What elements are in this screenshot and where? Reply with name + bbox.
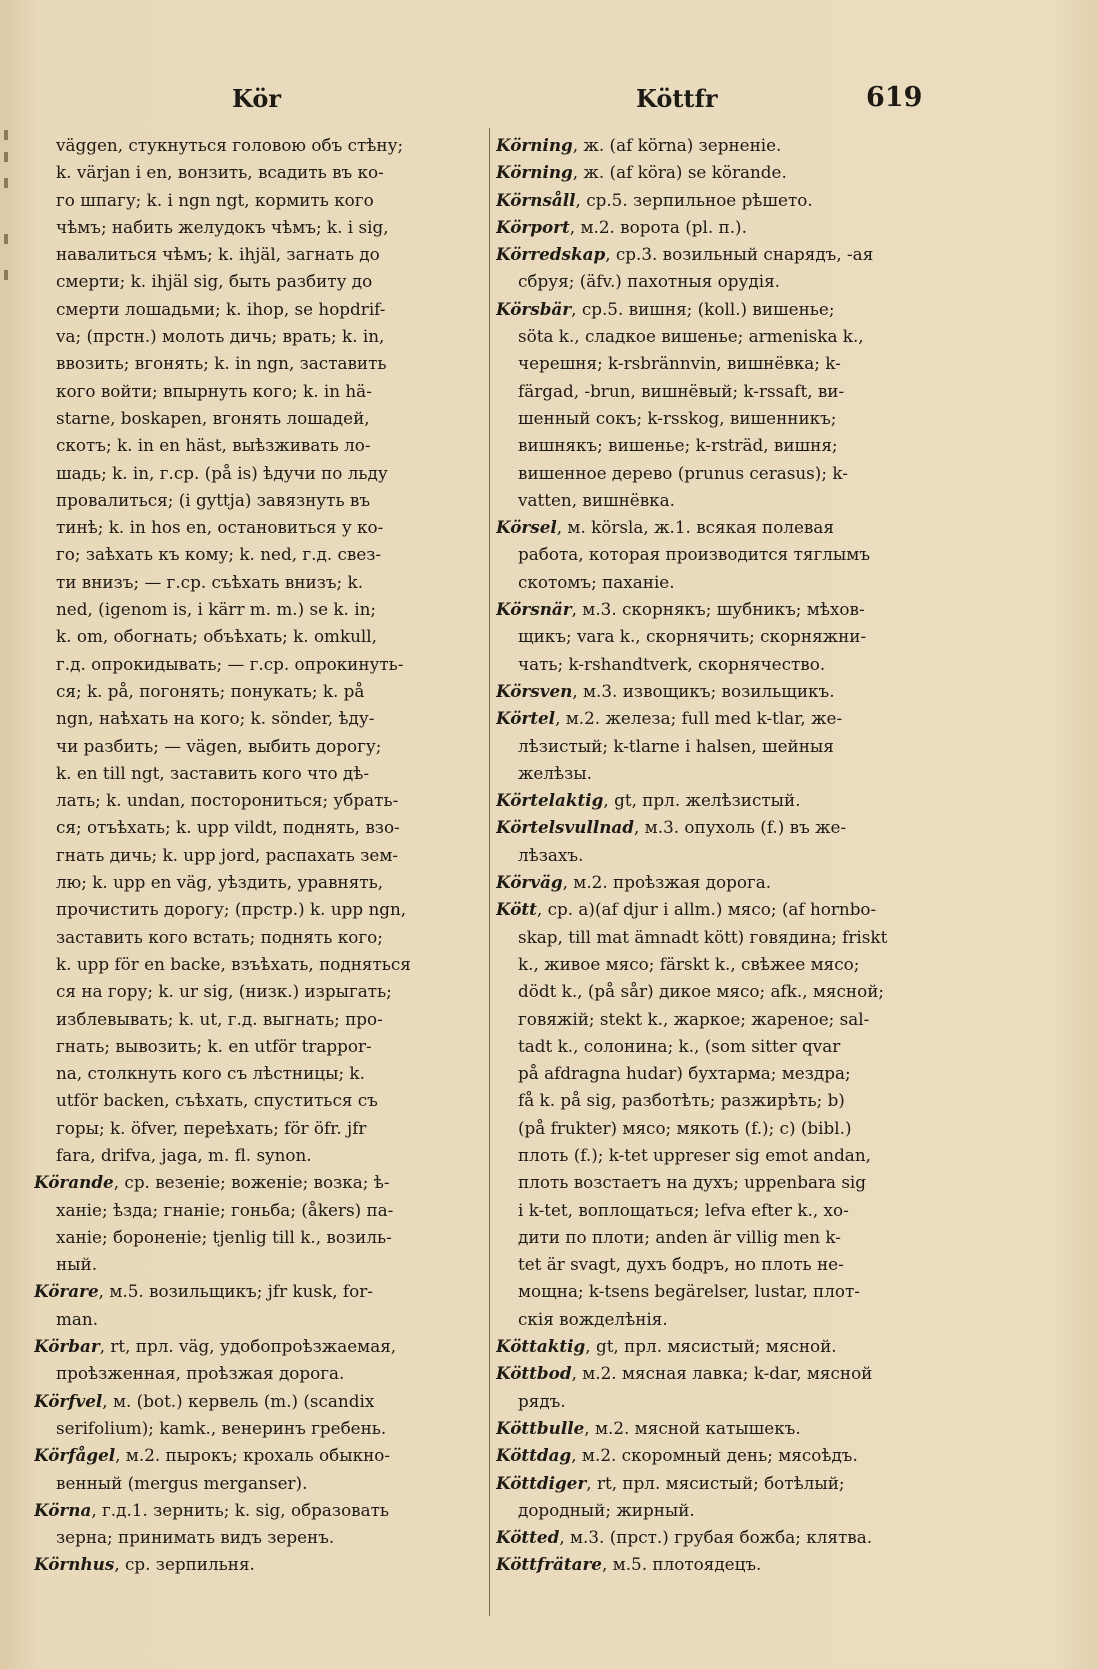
entry-headword-line: Körnhus, ср. зерпильня. [34,1554,255,1575]
entry-line: вишнякъ; вишенье; k-rsträd, вишня; [518,435,838,456]
entry-line: работа, которая производится тяглымъ [518,544,871,565]
entry-line: шадь; k. in, г.ср. (på is) ѣдучи по льду [56,462,388,483]
headword: Körtelsvullnad [496,817,635,838]
entry-line: ти внизъ; — г.ср. съѣхать внизъ; k. [56,571,364,592]
entry-line: рядъ. [518,1390,566,1411]
entry-line: провалиться; (i gyttja) завязнуть въ [56,489,371,510]
headword: Körning [496,162,573,183]
headword: Körfågel [34,1445,116,1466]
entry-line: дородный; жирный. [518,1499,695,1520]
entry-headword-line: Körning, ж. (af köra) se körande. [496,162,787,183]
entry-line: сбруя; (äfv.) пахотныя орудія. [518,271,781,292]
header-right-guideword: Köttfr [636,84,718,113]
left-column [34,132,486,1632]
entry-line: söta k., сладкое вишенье; armeniska k., [518,326,864,347]
headword: Körnsåll [496,189,576,210]
entry-line: dödt k., (på sår) дикое мясо; afk., мясной; [518,981,885,1002]
headword: Köttaktig [496,1336,586,1357]
entry-line: på afdragna hudar) бухтарма; мездра; [518,1063,851,1084]
entry-headword-line: Körtel, м.2. железа; full med k-tlar, же- [496,708,843,729]
headword: Körare [34,1281,99,1302]
entry-line: скія вожделѣнія. [518,1308,668,1329]
entry-headword-line: Körsven, м.3. извощикъ; возильщикъ. [496,680,835,701]
entry-line: скотъ; k. in en häst, выѣзживать ло- [56,435,371,456]
entry-line: прочистить дорогу; (прстр.) k. upp ngn, [56,899,407,920]
headword: Körsven [496,680,573,701]
entry-line: tadt k., солонина; k., (som sitter qvar [518,1035,841,1056]
entry-headword-line: Köttbulle, м.2. мясной катышекъ. [496,1417,801,1438]
entry-headword-line: Kött, ср. a)(af djur i allm.) мясо; (af hornbo- [496,899,877,920]
entry-line: навалиться чѣмъ; k. ihjäl, загнать до [56,244,380,265]
entry-line: лать; k. undan, посторониться; убрать- [56,790,399,811]
column-divider [489,128,490,1616]
margin-mark [4,270,8,280]
headword: Köttbulle [496,1417,585,1438]
entry-line: чи разбить; — vägen, выбить дорогу; [56,735,382,756]
headword: Köttfrätare [496,1554,602,1575]
entry-line: вишенное дерево (prunus cerasus); k- [518,462,848,483]
entry-line: ный. [56,1254,98,1275]
entry-headword-line: Köttaktig, gt, прл. мясистый; мясной. [496,1336,837,1357]
entry-line: skap, till mat ämnadt kött) говядина; friskt [518,926,888,947]
entry-headword-line: Köttfrätare, м.5. плотоядецъ. [496,1554,762,1575]
headword: Körtel [496,708,556,729]
entry-headword-line: Köttdag, м.2. скоромный день; мясоѣдъ. [496,1445,858,1466]
entry-line: va; (прстн.) молоть дичь; врать; k. in, [56,326,385,347]
entry-line: дити по плоти; anden är villig men k- [518,1226,841,1247]
headword: Kötted [496,1527,560,1548]
entry-line: ся; отъѣхать; k. upp vildt, поднять, взо- [56,817,400,838]
entry-line: смерти лошадьми; k. ihop, se hopdrif- [56,298,386,319]
entry-headword-line: Körredskap, ср.3. возильный снарядъ, -ая [496,244,874,265]
margin-mark [4,178,8,188]
entry-line: плоть возстаетъ на духъ; uppenbara sig [518,1172,867,1193]
entry-line: смерти; k. ihjäl sig, быть разбиту до [56,271,373,292]
entry-line: черешня; k-rsbrännvin, вишнёвка; k- [518,353,841,374]
entry-line: starne, boskapen, вгонять лошадей, [56,407,370,428]
headword: Körredskap [496,244,606,265]
entry-line: k. en till ngt, заставить кого что дѣ- [56,762,370,783]
margin-mark [4,130,8,140]
entry-line: i k-tet, воплощаться; lefva efter k., хо- [518,1199,849,1220]
headword: Körtelaktig [496,790,604,811]
entry-line: проѣзженная, проѣзжая дорога. [56,1363,345,1384]
entry-line: man. [56,1308,99,1329]
entry-line: utför backen, съѣхать, спуститься съ [56,1090,378,1111]
headword: Körsbär [496,298,572,319]
entry-line: венный (mergus merganser). [56,1472,308,1493]
entry-line: ned, (igenom is, i kärr m. m.) se k. in; [56,599,377,620]
entry-line: få k. på sig, разботѣть; разжирѣть; b) [518,1090,845,1111]
entry-headword-line: Körare, м.5. возильщикъ; jfr kusk, for- [34,1281,373,1302]
entry-headword-line: Köttbod, м.2. мясная лавка; k-dar, мясной [496,1363,873,1384]
headword: Kött [496,899,537,920]
entry-line: ханіе; ѣзда; гнаніе; гоньба; (åkers) па- [56,1199,394,1220]
entry-line: зерна; принимать видъ зеренъ. [56,1527,335,1548]
entry-line: ся; k. på, погонять; понукать; k. på [56,680,365,701]
entry-line: мощна; k-tsens begärelser, lustar, плот- [518,1281,860,1302]
header-left-guideword: Kör [232,84,281,113]
entry-headword-line: Köttdiger, rt, прл. мясистый; ботѣлый; [496,1472,845,1493]
entry-headword-line: Körnsåll, ср.5. зерпильное рѣшето. [496,189,813,210]
entry-headword-line: Körfågel, м.2. пырокъ; крохаль обыкно- [34,1445,391,1466]
entry-line: vatten, вишнёвка. [518,489,676,510]
headword: Körport [496,216,570,237]
entry-line: лю; k. upp en väg, уѣздить, уравнять, [56,872,384,893]
entry-headword-line: Körport, м.2. ворота (pl. п.). [496,216,747,237]
entry-line: лѣзахъ. [518,844,584,865]
entry-line: го шпагу; k. i ngn ngt, кормить кого [56,189,374,210]
entry-headword-line: Körväg, м.2. проѣзжая дорога. [496,872,772,893]
entry-line: гнать дичь; k. upp jord, распахать зем- [56,844,399,865]
entry-headword-line: Körtelsvullnad, м.3. опухоль (f.) въ же- [496,817,847,838]
entry-line: färgad, -brun, вишнёвый; k-rssaft, ви- [518,380,845,401]
entry-line: лѣзистый; k-tlarne i halsen, шейныя [518,735,834,756]
entry-headword-line: Körsel, м. körsla, ж.1. всякая полевая [496,517,834,538]
entry-line: желѣзы. [518,762,592,783]
headword: Köttdag [496,1445,572,1466]
entry-headword-line: Körsbär, ср.5. вишня; (koll.) вишенье; [496,298,835,319]
headword: Köttdiger [496,1472,587,1493]
entry-line: k. upp för en backe, взъѣхать, подняться [56,953,411,974]
entry-headword-line: Kötted, м.3. (прст.) грубая божба; клятва. [496,1527,873,1548]
running-header [0,78,1098,118]
entry-headword-line: Körsnär, м.3. скорнякъ; шубникъ; мѣхов- [496,599,865,620]
headword: Körande [34,1172,114,1193]
entry-line: заставить кого встать; поднять кого; [56,926,383,947]
entry-line: чать; k-rshandtverk, скорнячество. [518,653,826,674]
headword: Körna [34,1499,92,1520]
headword: Körsnär [496,599,572,620]
headword: Körfvel [34,1390,103,1411]
entry-line: fara, drifva, jaga, m. fl. synon. [56,1144,312,1165]
entry-line: гнать; вывозить; k. en utför trappor- [56,1035,372,1056]
margin-marks [0,130,14,330]
entry-line: плоть (f.); k-tet uppreser sig emot andan, [518,1144,871,1165]
entry-headword-line: Körbar, rt, прл. väg, удобопроѣзжаемая, [34,1336,397,1357]
entry-line: na, столкнуть кого съ лѣстницы; k. [56,1063,365,1084]
entry-line: (på frukter) мясо; мякоть (f.); c) (bibl.) [518,1117,852,1138]
entry-line: щикъ; vara k., скорнячить; скорняжни- [518,626,867,647]
entry-line: ввозить; вгонять; k. in ngn, заставить [56,353,387,374]
entry-line: k. om, обогнать; объѣхать; k. omkull, [56,626,377,647]
entry-line: tet är svagt, духъ бодръ, но плоть не- [518,1254,844,1275]
entry-line: тинѣ; k. in hos en, остановиться у ко- [56,517,384,538]
headword: Körnhus [34,1554,115,1575]
entry-line: горы; k. öfver, переѣхать; för öfr. jfr [56,1117,367,1138]
entry-line: väggen, стукнуться головою объ стѣну; [56,135,404,155]
entry-line: serifolium); kamk., венеринъ гребень. [56,1417,387,1438]
headword: Köttbod [496,1363,572,1384]
entry-headword-line: Körning, ж. (af körna) зерненіе. [496,135,782,155]
headword: Körbar [34,1336,100,1357]
headword: Körsel [496,517,557,538]
entry-line: кого войти; впырнуть кого; k. in hä- [56,380,372,401]
entry-line: скотомъ; паханіе. [518,571,675,592]
entry-headword-line: Körfvel, м. (bot.) кервель (m.) (scandix [34,1390,375,1411]
right-column [496,132,946,1632]
headword: Körväg [496,872,563,893]
page-number: 619 [866,82,923,113]
entry-line: го; заѣхать къ кому; k. ned, г.д. свез- [56,544,382,565]
entry-headword-line: Körande, ср. везеніе; воженіе; возка; ѣ- [34,1172,390,1193]
entry-line: шенный сокъ; k-rsskog, вишенникъ; [518,407,837,428]
entry-line: г.д. опрокидывать; — г.ср. опрокинуть- [56,653,404,674]
entry-line: k., живое мясо; färskt k., свѣжее мясо; [518,953,860,974]
entry-line: k. värjan i en, вонзить, всадить въ ко- [56,162,384,183]
entry-line: ханіе; бороненіе; tjenlig till k., возиль- [56,1226,392,1247]
entry-headword-line: Körna, г.д.1. зернить; k. sig, образовать [34,1499,390,1520]
entry-line: ngn, наѣхать на кого; k. sönder, ѣду- [56,708,375,729]
entry-headword-line: Körtelaktig, gt, прл. желѣзистый. [496,790,801,811]
entry-line: чѣмъ; набить желудокъ чѣмъ; k. i sig, [56,216,389,237]
entry-line: ся на гору; k. ur sig, (низк.) изрыгать; [56,981,392,1002]
headword: Körning [496,135,573,155]
margin-mark [4,234,8,244]
entry-line: изблевывать; k. ut, г.д. выгнать; про- [56,1008,383,1029]
entry-line: говяжій; stekt k., жаркое; жареное; sal- [518,1008,870,1029]
margin-mark [4,152,8,162]
